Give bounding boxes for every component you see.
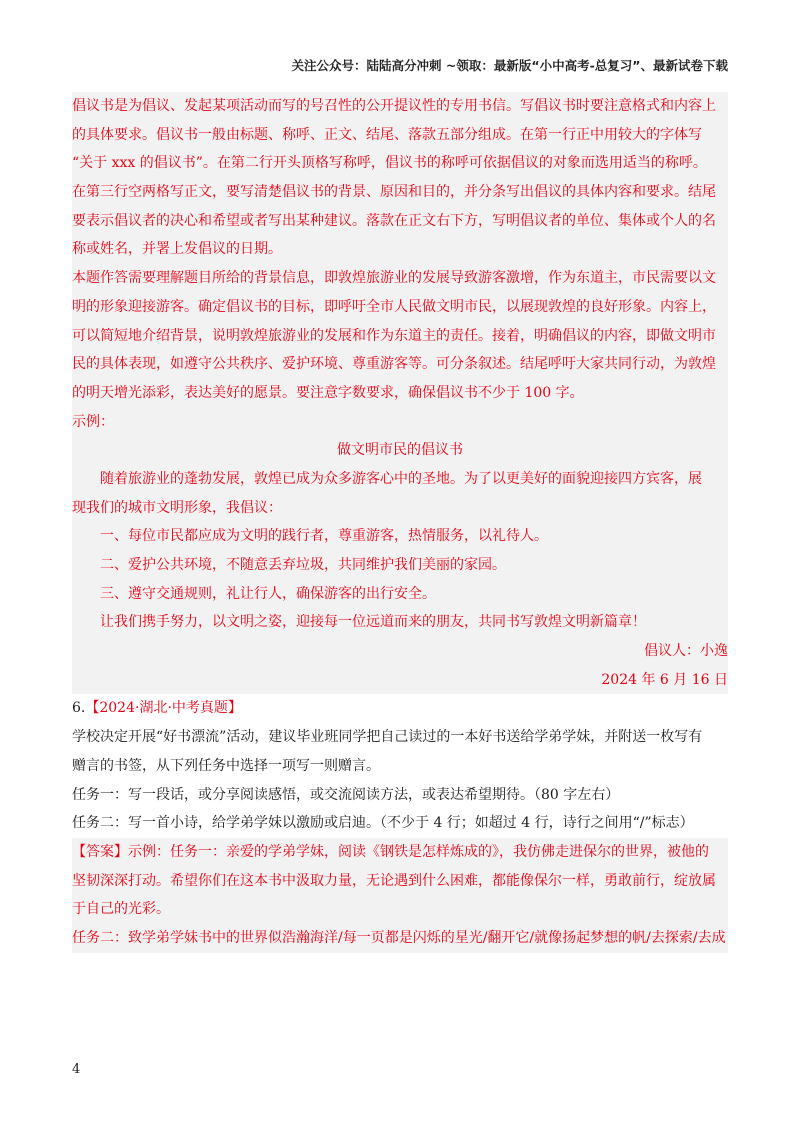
question-stem-line: 学校决定开展“好书漂流”活动，建议毕业班同学把自己读过的一本好书送给学弟学妹，并附送一枚写有 xyxy=(72,729,703,746)
answer-text: 示例：任务一：亲爱的学弟学妹，阅读《钢铁是怎样炼成的》，我仿佛走进保尔的世界，被他的 xyxy=(128,843,709,860)
answer-line: 任务二：致学弟学妹书中的世界似浩瀚海洋/每一页都是闪烁的星光/翻开它/就像扬起梦想的帆/去探索/去成 xyxy=(72,929,726,946)
example-signature: 倡议人：小逸 xyxy=(644,643,728,660)
example-closing: 让我们携手努力，以文明之姿，迎接每一位远道而来的朋友，共同书写敦煌文明新篇章！ xyxy=(100,614,646,631)
analysis-line: “关于 xxx 的倡议书”。在第二行开头顶格写称呼，倡议书的称呼可依据倡议的对象而选用适当的称呼。 xyxy=(72,155,707,172)
task-one: 任务一：写一段话，或分享阅读感悟，或交流阅读方法，或表达希望期待。（80 字左右） xyxy=(72,786,620,803)
task-two: 任务二：写一首小诗，给学弟学妹以激励或启迪。（不少于 4 行；如超过 4 行，诗行之间用“/”标志） xyxy=(72,815,694,832)
analysis-line: 本题作答需要理解题目所给的背景信息，即敦煌旅游业的发展导致游客激增，作为东道主，市民需要以文 xyxy=(72,270,716,287)
answer-tag: 【答案】 xyxy=(72,843,128,860)
analysis-line: 民的具体表现，如遵守公共秩序、爱护环境、尊重游客等。可分条叙述。结尾呼吁大家共同行动，为敦煌 xyxy=(72,356,716,373)
page-content xyxy=(72,92,728,953)
question-stem-line: 赠言的书签，从下列任务中选择一项写一则赠言。 xyxy=(72,757,380,774)
example-item: 二、爱护公共环境，不随意丢弃垃圾，共同维护我们美丽的家园。 xyxy=(100,557,506,573)
analysis-line: 明的形象迎接游客。确定倡议书的目标，即呼吁全市人民做文明市民，以展现敦煌的良好形象。内容上， xyxy=(72,298,716,315)
analysis-line: 要表示倡议者的决心和希望或者写出某种建议。落款在正文右下方，写明倡议者的单位、集体或个人的名 xyxy=(72,212,716,229)
example-item: 三、遵守交通规则，礼让行人，确保游客的出行安全。 xyxy=(100,585,436,602)
answer-line: 坚韧深深打动。希望你们在这本书中汲取力量，无论遇到什么困难，都能像保尔一样，勇敢前行，绽放属 xyxy=(72,872,716,889)
example-intro-line: 现我们的城市文明形象，我倡议： xyxy=(72,499,282,516)
analysis-line: 倡议书是为倡议、发起某项活动而写的号召性的公开提议性的专用书信。写倡议书时要注意格式和内容上 xyxy=(72,98,716,114)
analysis-block xyxy=(72,92,728,694)
analysis-line: 的明天增光添彩，表达美好的愿景。要注意字数要求，确保倡议书不少于 100 字。 xyxy=(72,384,584,401)
analysis-line: 在第三行空两格写正文，要写清楚倡议书的背景、原因和目的，并分条写出倡议的具体内容和要求。结尾 xyxy=(72,184,716,201)
answer-block xyxy=(72,838,728,953)
analysis-line: 称或姓名，并署上发倡议的日期。 xyxy=(72,241,282,258)
example-date: 2024 年 6 月 16 日 xyxy=(601,671,728,688)
analysis-line: 可以简短地介绍背景，说明敦煌旅游业的发展和作为东道主的责任。接着，明确倡议的内容，即做文明市 xyxy=(72,327,716,344)
example-item: 一、每位市民都应成为文明的践行者，尊重游客，热情服务，以礼待人。 xyxy=(100,528,548,545)
question-heading xyxy=(72,694,728,723)
answer-line xyxy=(72,838,728,867)
analysis-line: 的具体要求。倡议书一般由标题、称呼、正文、结尾、落款五部分组成。在第一行正中用较大的字体写 xyxy=(72,126,702,143)
answer-line: 于自己的光彩。 xyxy=(72,901,170,918)
example-label: 示例： xyxy=(72,413,114,430)
page-header: 关注公众号：陆陆高分冲刺 ~领取：最新版“小中高考-总复习”、最新试卷下载 xyxy=(291,58,728,73)
example-intro-line: 随着旅游业的蓬勃发展，敦煌已成为众多游客心中的圣地。为了以更美好的面貌迎接四方宾客，展 xyxy=(100,470,702,487)
question-source: 【2024·湖北·中考真题】 xyxy=(85,700,242,717)
question-number: 6. xyxy=(72,700,86,717)
example-title: 做文明市民的倡议书 xyxy=(337,442,463,459)
page-number: 4 xyxy=(72,1062,81,1077)
